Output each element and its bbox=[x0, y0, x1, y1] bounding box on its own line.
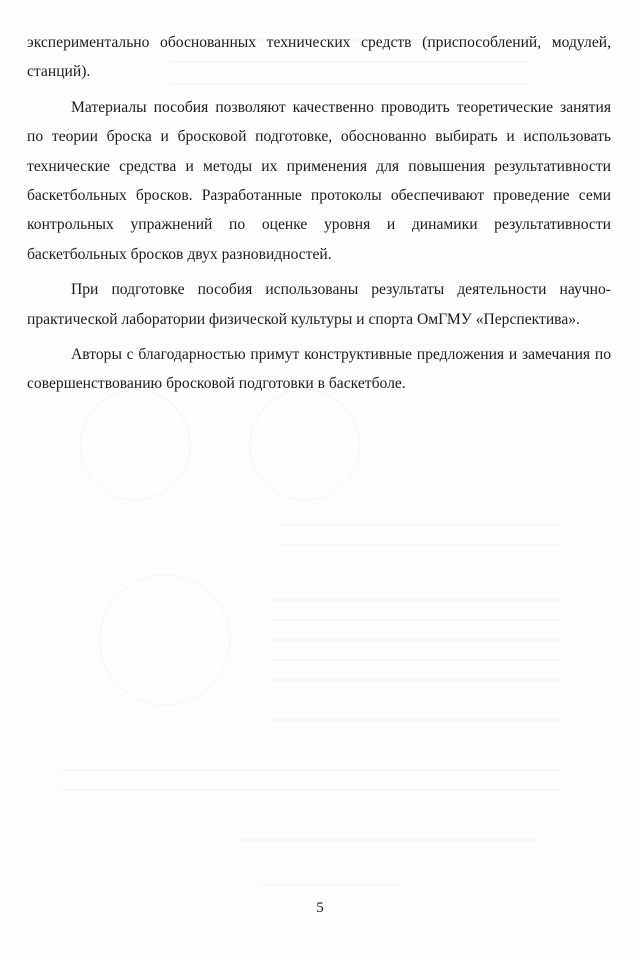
paragraph-materials: Материалы пособия позволяют качественно проводить теоретические занятия по теории броска и бросковой подготовке, обоснованно выбирать и использовать технические средства и методы их применения для повышения результативности баскетбольных бросков. Разработанные протоколы обеспечивают проведение семи контрольных упражнений по оценке уровня и динамики результативности баскетбольных бросков двух разновидностей. bbox=[27, 98, 611, 263]
paragraph-continuation: экспериментально обоснованных технических средств (приспособлений, модулей, станций). bbox=[27, 34, 611, 81]
paragraph-laboratory: При подготовке пособия использованы результаты деятельности научно-практической лаборатории физической культуры и спорта ОмГМУ «Перспектива». bbox=[27, 281, 611, 328]
paragraph-authors: Авторы с благодарностью примут конструктивные предложения и замечания по совершенствованию бросковой подготовки в баскетболе. bbox=[27, 346, 611, 393]
page-number: 5 bbox=[316, 900, 324, 916]
body-text bbox=[27, 28, 611, 399]
